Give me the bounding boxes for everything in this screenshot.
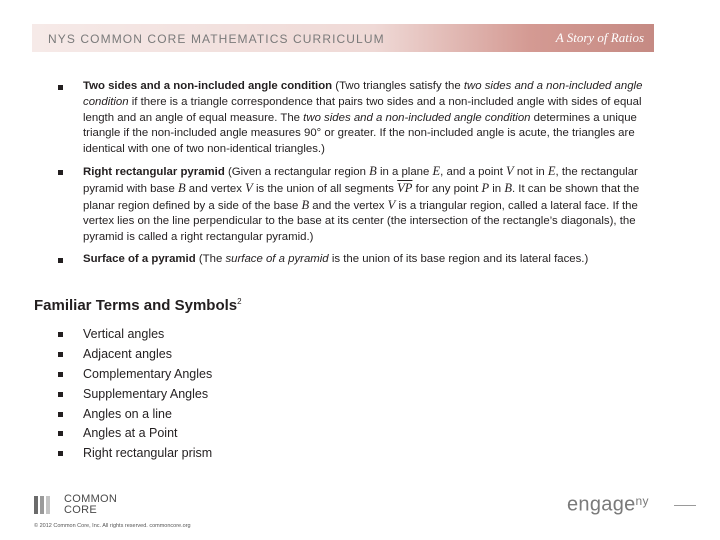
definition-text: , and a point [440,165,507,178]
list-item [58,326,212,346]
definition-text: not in [513,165,548,178]
bullet-icon [58,352,63,357]
definition-text: and vertex [185,182,246,195]
definition-emphasis: surface of a pyramid [225,252,329,265]
logo-text [64,494,117,516]
definition-text: is a triangular region, called a lateral face. If the vertex lies on the line perpendicular to the base at its center (the intersection of the rectangle’s diagonals), the pyramid is called a right rectangular pyramid.) [83,199,638,244]
page-header [32,24,654,52]
definition-text: is the union of its base region and its lateral faces.) [328,252,589,265]
definition-emphasis: two sides and a non-included angle condition [83,80,643,108]
list-item-label: Vertical angles [83,327,165,341]
definition-text: (Given a rectangular region [224,165,370,178]
math-symbol: V [506,163,514,178]
familiar-terms-heading [34,297,242,314]
bullet-icon [58,431,63,436]
math-symbol: V [387,197,396,212]
definition-term: Two sides and a non-included angle condition [83,80,333,92]
math-symbol: B [301,197,310,212]
logo-line: COMMON [64,493,118,505]
list-item [58,346,212,366]
math-symbol: E [432,163,441,178]
list-item-label: Complementary Angles [83,366,213,381]
common-core-logo [34,494,134,518]
definition-text: for any point [412,182,482,195]
bullet-icon [58,412,63,417]
definition-text: (Two triangles satisfy the [332,80,464,92]
math-symbol: B [504,180,512,195]
list-item [58,406,212,426]
definition-text: and the vertex [309,199,388,212]
bullet-icon [58,258,63,263]
math-symbol: B [177,180,186,195]
footnote-marker: 2 [237,297,242,306]
definition-text: . It can be shown that the planar region defined by a side of the base [83,182,640,212]
bullet-icon [58,332,63,337]
list-item-label: Adjacent angles [83,346,172,361]
definition-text: in a plane [376,165,433,178]
list-item [58,366,212,386]
bullet-icon [58,392,63,397]
story-title: A Story of Ratios [555,30,644,45]
definition-item [58,164,658,246]
definition-item [58,252,658,268]
math-symbol: P [481,180,490,195]
definition-term: Right rectangular pyramid [83,165,225,178]
definition-text: determines a unique triangle if the non-included angle measures 90° or greater. If the non-included angle is acute, the triangles are identical with one of two non-identical triangles.) [83,111,637,156]
list-item [58,445,212,465]
math-symbol: V [245,180,253,195]
bullet-icon [58,85,63,90]
list-item-label: Supplementary Angles [83,386,209,401]
bullet-icon [58,451,63,456]
definition-term: Surface of a pyramid [83,252,196,265]
list-item-label: Right rectangular prism [83,446,213,461]
definitions-list [58,79,658,274]
brand-name: engage [567,493,636,516]
logo-line: CORE [64,504,97,516]
list-item-label: Angles at a Point [83,426,178,441]
bullet-icon [58,170,63,175]
definition-text: if there is a triangle correspondence that pairs two sides and a non-included angle with sides of equal length and an angle of equal measure. The [83,95,642,124]
curriculum-title: NYS COMMON CORE MATHEMATICS CURRICULUM [48,32,385,46]
segment-symbol: $\overline{VP}$ [397,180,413,195]
math-symbol: E [547,163,556,178]
definition-emphasis: two sides and a non-included angle condition [303,111,531,124]
definition-text: (The [195,252,226,265]
footer-divider [674,505,696,506]
familiar-terms-title: Familiar Terms and Symbols [34,297,238,314]
definition-item [58,79,658,158]
bullet-icon [58,372,63,377]
math-symbol: B [369,163,377,178]
familiar-terms-list [58,326,212,465]
list-item [58,386,212,406]
definition-text: is the union of all segments [252,182,398,195]
list-item-label: Angles on a line [83,406,172,421]
logo-bars-icon [34,496,52,519]
definition-text: in [489,182,505,195]
brand-superscript: ny [635,494,649,508]
engageny-logo [567,492,649,517]
copyright-notice: © 2012 Common Core, Inc. All rights reserved. commoncore.org [34,523,191,529]
definition-text: , the rectangular pyramid with base [83,165,638,195]
list-item [58,425,212,445]
